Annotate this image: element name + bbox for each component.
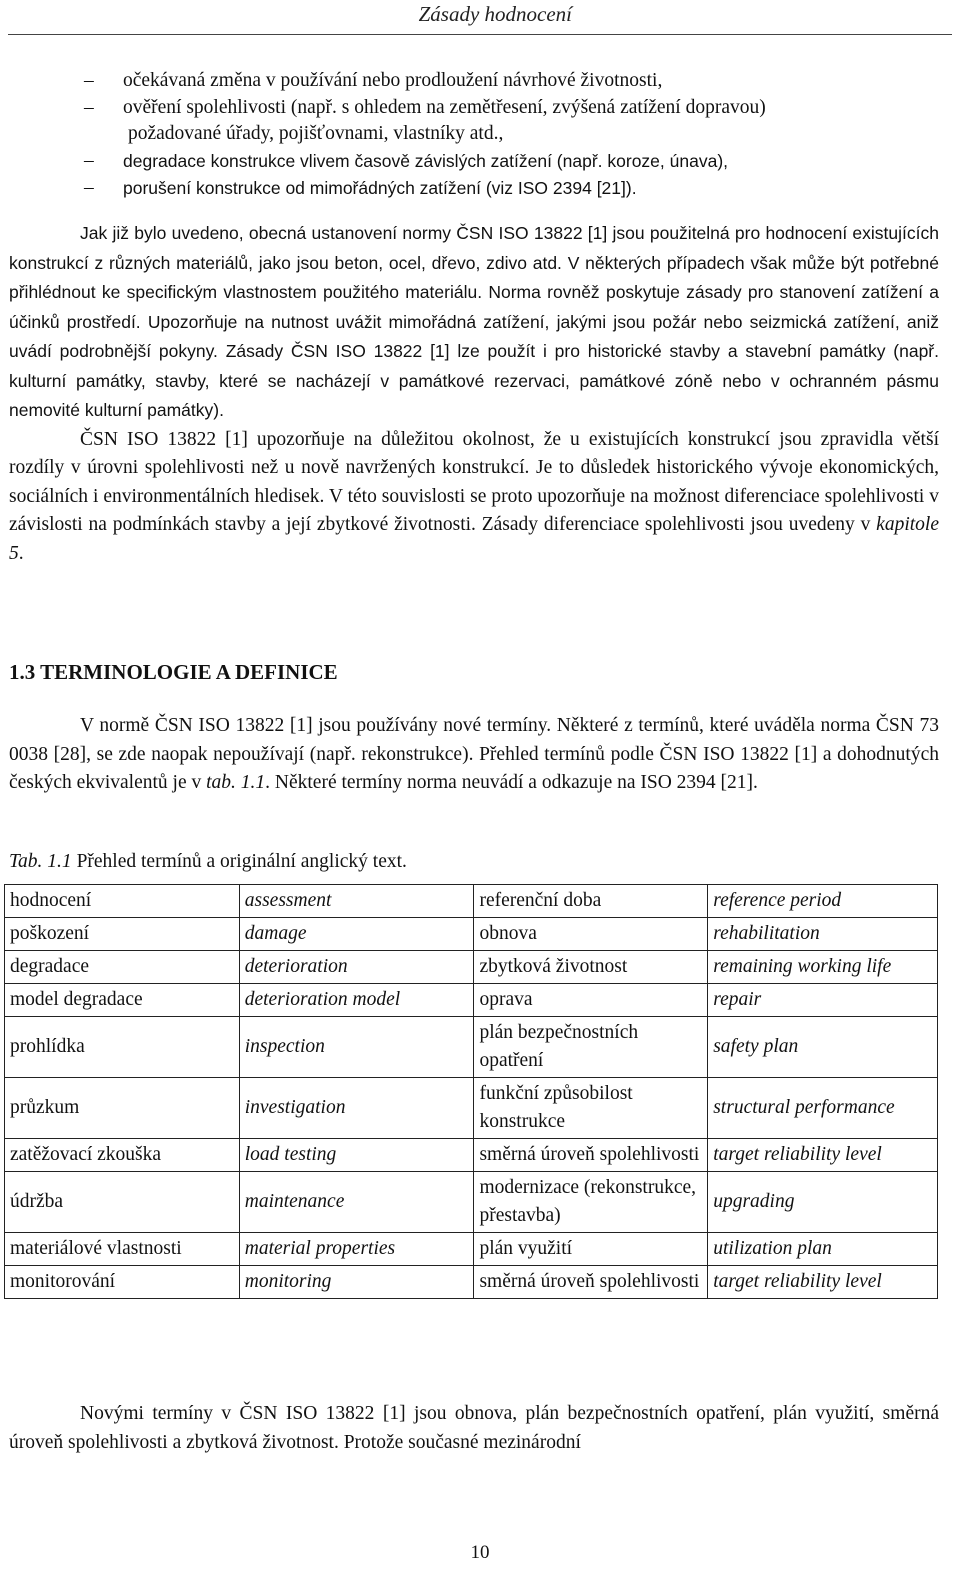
page-number: 10 <box>470 1542 490 1563</box>
term-en: damage <box>239 918 474 951</box>
paragraph: Novými termíny v ČSN ISO 13822 [1] jsou obnova, plán bezpečnostních opatření, plán využití, směrná úroveň spolehlivosti a zbytková životnost. Protože současné mezinárodní <box>9 1403 939 1453</box>
term-en: target reliability level <box>708 1139 938 1172</box>
paragraph: Jak již bylo uvedeno, obecná ustanovení normy ČSN ISO 13822 [1] jsou použitelná pro hodnocení existujících konstrukcí z různých materiálů, jako jsou beton, ocel, dřevo, zdivo atd. V některých případech však může být potřebné přihlédnout ke specifickým vlastnostem použitého materiálu. Norma rovněž poskytuje zásady pro stanovení zatížení a účinků prostředí. Upozorňuje na nutnost uvážit mimořádná zatížení, jakými jsou požár nebo seizmická zatížení, aniž uvádí podrobnější pokyny. Zásady ČSN ISO 13822 [1] lze použít i pro historické stavby a stavební památky (např. kulturní památky, stavby, které se nacházejí v památkové rezervaci, památkové zóně nebo v ochranném pásmu nemovité kulturní památky). <box>9 223 939 420</box>
list-item: – očekávaná změna v používání nebo prodloužení návrhové životnosti, <box>9 68 939 95</box>
term-cz: zatěžovací zkouška <box>5 1139 240 1172</box>
term-en: target reliability level <box>708 1266 938 1299</box>
term-en: deterioration model <box>239 984 474 1017</box>
term-en: maintenance <box>239 1172 474 1233</box>
term-cz: zbytková životnost <box>474 951 708 984</box>
term-en: rehabilitation <box>708 918 938 951</box>
term-cz: směrná úroveň spolehlivosti <box>474 1139 708 1172</box>
term-en: material properties <box>239 1233 474 1266</box>
dash-icon: – <box>84 70 94 91</box>
term-cz: směrná úroveň spolehlivosti <box>474 1266 708 1299</box>
term-en: safety plan <box>708 1017 938 1078</box>
term-en: repair <box>708 984 938 1017</box>
table-row <box>5 951 938 984</box>
table-row <box>5 1017 938 1078</box>
term-en: utilization plan <box>708 1233 938 1266</box>
body-section-3 <box>9 1400 939 1457</box>
term-cz: referenční doba <box>474 885 708 918</box>
list-item: – degradace konstrukce vlivem časově závislých zatížení (např. koroze, únava), <box>9 148 939 176</box>
paragraph: ČSN ISO 13822 [1] upozorňuje na důležitou okolnost, že u existujících konstrukcí jsou zpravidla větší rozdíly v úrovni spolehlivosti než u nově navržených konstrukcí. Je to důsledek historického vývoje ekonomických, sociálních i environmentálních hledisek. V této souvislosti se proto upozorňuje na možnost diferenciace spolehlivosti v závislosti na podmínkách stavby a její zbytkové životnosti. Zásady diferenciace spolehlivosti jsou uvedeny v kapitole 5. <box>9 428 939 564</box>
table-row <box>5 1172 938 1233</box>
body-section-1 <box>9 219 939 568</box>
paragraph: V normě ČSN ISO 13822 [1] jsou používány nové termíny. Některé z termínů, které uváděla norma ČSN 73 0038 [28], se zde naopak nepoužívají (např. rekonstrukce). Přehled termínů podle ČSN ISO 13822 [1] a dohodnutých českých ekvivalentů je v tab. 1.1. Některé termíny norma neuvádí a odkazuje na ISO 2394 [21]. <box>9 715 939 793</box>
term-en: inspection <box>239 1017 474 1078</box>
term-cz: obnova <box>474 918 708 951</box>
dash-icon: – <box>84 177 94 198</box>
term-cz: plán bezpečnostních opatření <box>474 1017 708 1078</box>
table-row <box>5 1266 938 1299</box>
table-caption <box>9 851 407 873</box>
table-row <box>5 918 938 951</box>
term-cz: plán využití <box>474 1233 708 1266</box>
term-cz: hodnocení <box>5 885 240 918</box>
term-cz: model degradace <box>5 984 240 1017</box>
table-reference: tab. 1.1 <box>206 772 266 793</box>
table-row <box>5 1078 938 1139</box>
term-cz: funkční způsobilost konstrukce <box>474 1078 708 1139</box>
term-cz: oprava <box>474 984 708 1017</box>
term-en: monitoring <box>239 1266 474 1299</box>
table-row <box>5 984 938 1017</box>
list-item-continuation: požadované úřady, pojišťovnami, vlastníky atd., <box>128 123 504 144</box>
term-en: reference period <box>708 885 938 918</box>
section-heading: 1.3 TERMINOLOGIE A DEFINICE <box>9 660 338 684</box>
table-row <box>5 1233 938 1266</box>
terms-table <box>4 884 938 1299</box>
term-cz: údržba <box>5 1172 240 1233</box>
term-cz: monitorování <box>5 1266 240 1299</box>
table-row <box>5 1139 938 1172</box>
chapter-reference: kapitole 5 <box>9 514 939 564</box>
term-cz: poškození <box>5 918 240 951</box>
table-row <box>5 885 938 918</box>
term-cz: degradace <box>5 951 240 984</box>
term-en: deterioration <box>239 951 474 984</box>
term-cz: prohlídka <box>5 1017 240 1078</box>
term-en: remaining working life <box>708 951 938 984</box>
dash-icon: – <box>84 96 94 118</box>
term-en: investigation <box>239 1078 474 1139</box>
bullet-list <box>9 68 939 203</box>
term-en: upgrading <box>708 1172 938 1233</box>
body-section-2 <box>9 712 939 798</box>
list-item: – porušení konstrukce od mimořádných zatížení (viz ISO 2394 [21]). <box>9 175 939 203</box>
caption-label: Tab. 1.1 <box>9 851 72 872</box>
term-en: assessment <box>239 885 474 918</box>
term-cz: průzkum <box>5 1078 240 1139</box>
caption-text: Přehled termínů a originální anglický text. <box>71 851 407 872</box>
term-en: structural performance <box>708 1078 938 1139</box>
list-item: – ověření spolehlivosti (např. s ohledem na zemětřesení, zvýšená zatížení dopravou) <box>9 95 939 122</box>
dash-icon: – <box>84 149 94 171</box>
header-title: Zásady hodnocení <box>418 2 572 26</box>
term-en: load testing <box>239 1139 474 1172</box>
running-header <box>8 0 952 35</box>
term-cz: materiálové vlastnosti <box>5 1233 240 1266</box>
term-cz: modernizace (rekonstrukce, přestavba) <box>474 1172 708 1233</box>
